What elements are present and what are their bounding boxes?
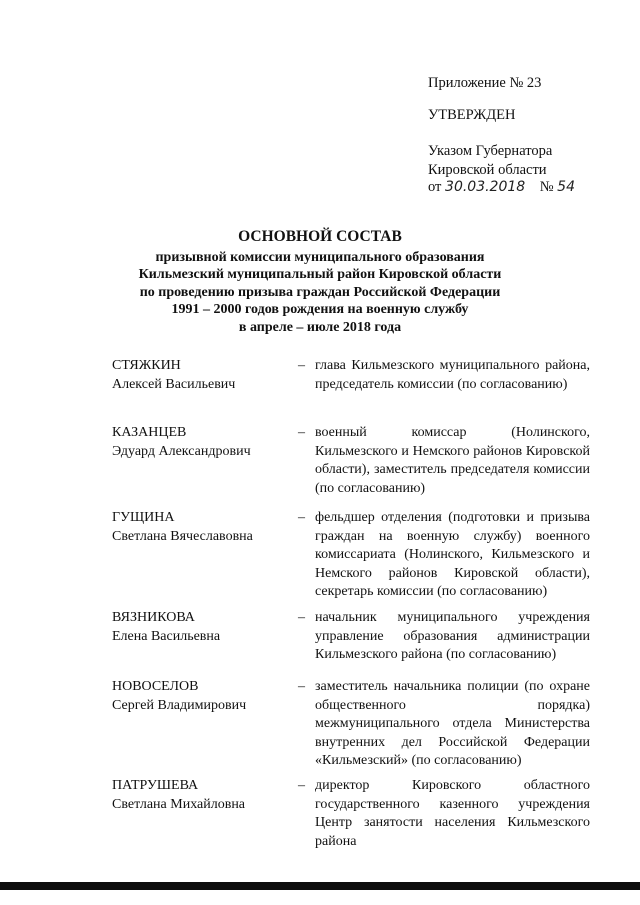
- member-name: [112, 777, 292, 814]
- member-given-name: Елена Васильевна: [112, 628, 221, 644]
- member-given-name: Светлана Михайловна: [112, 796, 246, 812]
- decree-region: Кировской области: [428, 162, 547, 178]
- member-name: [112, 609, 292, 646]
- heading-line: призывной комиссии муниципального образования: [155, 249, 485, 265]
- member-dash: –: [298, 425, 305, 440]
- member-dash: –: [298, 358, 305, 373]
- member-surname: ГУЩИНА: [112, 510, 175, 525]
- date-prefix: от: [428, 179, 442, 195]
- member-dash: –: [298, 679, 305, 694]
- handwritten-number: 54: [557, 179, 575, 195]
- document-heading: [110, 228, 530, 336]
- heading-line: по проведению призыва граждан Российской Федерации: [139, 284, 501, 300]
- member-given-name: Эдуард Александрович: [112, 443, 251, 459]
- member-role: фельдшер отделения (подготовки и призыва граждан на военную службу) военного комиссариата (Нолинского, Кильмезского и Немского районов Кировской области), секретарь комиссии (по согласованию): [315, 510, 590, 599]
- heading-line: 1991 – 2000 годов рождения на военную службу: [171, 302, 469, 317]
- handwritten-date: 30.03.2018: [445, 179, 526, 195]
- decree-line: Указом Губернатора: [428, 143, 553, 159]
- decree-date-line: [428, 178, 575, 197]
- heading-line: в апреле – июле 2018 года: [238, 319, 402, 335]
- member-role: начальник муниципального учреждения управление образования администрации Кильмезского района (по согласованию): [315, 610, 590, 662]
- heading-line: Кильмезский муниципальный район Кировской области: [138, 267, 502, 282]
- member-given-name: Светлана Вячеславовна: [112, 528, 253, 544]
- member-dash: –: [298, 610, 305, 625]
- member-surname: СТЯЖКИН: [112, 358, 181, 373]
- scan-edge-bar: [0, 882, 640, 890]
- number-prefix: №: [539, 179, 554, 195]
- appendix-number: Приложение № 23: [428, 75, 542, 91]
- document-title: ОСНОВНОЙ СОСТАВ: [238, 228, 402, 245]
- member-name: [112, 424, 292, 461]
- member-given-name: Сергей Владимирович: [112, 697, 247, 713]
- member-surname: НОВОСЕЛОВ: [112, 679, 199, 694]
- approved-label: УТВЕРЖДЕН: [428, 107, 516, 123]
- member-given-name: Алексей Васильевич: [112, 376, 236, 392]
- member-dash: –: [298, 778, 305, 793]
- member-name: [112, 357, 292, 394]
- member-name: [112, 678, 292, 715]
- member-dash: –: [298, 510, 305, 525]
- member-role: военный комиссар (Нолинского, Кильмезского и Немского районов Кировской области), заместитель председателя комиссии (по согласованию): [315, 425, 590, 496]
- member-surname: ПАТРУШЕВА: [112, 778, 199, 793]
- member-name: [112, 509, 292, 546]
- member-surname: ВЯЗНИКОВА: [112, 610, 195, 625]
- member-surname: КАЗАНЦЕВ: [112, 425, 187, 440]
- member-role: заместитель начальника полиции (по охране общественного порядка) межмуниципального отдела Министерства внутренних дел Российской Федерации «Кильмезский» (по согласованию): [315, 679, 590, 768]
- member-role: директор Кировского областного государственного казенного учреждения Центр занятости населения Кильмезского района: [315, 778, 590, 849]
- member-role: глава Кильмезского муниципального района, председатель комиссии (по согласованию): [315, 358, 590, 392]
